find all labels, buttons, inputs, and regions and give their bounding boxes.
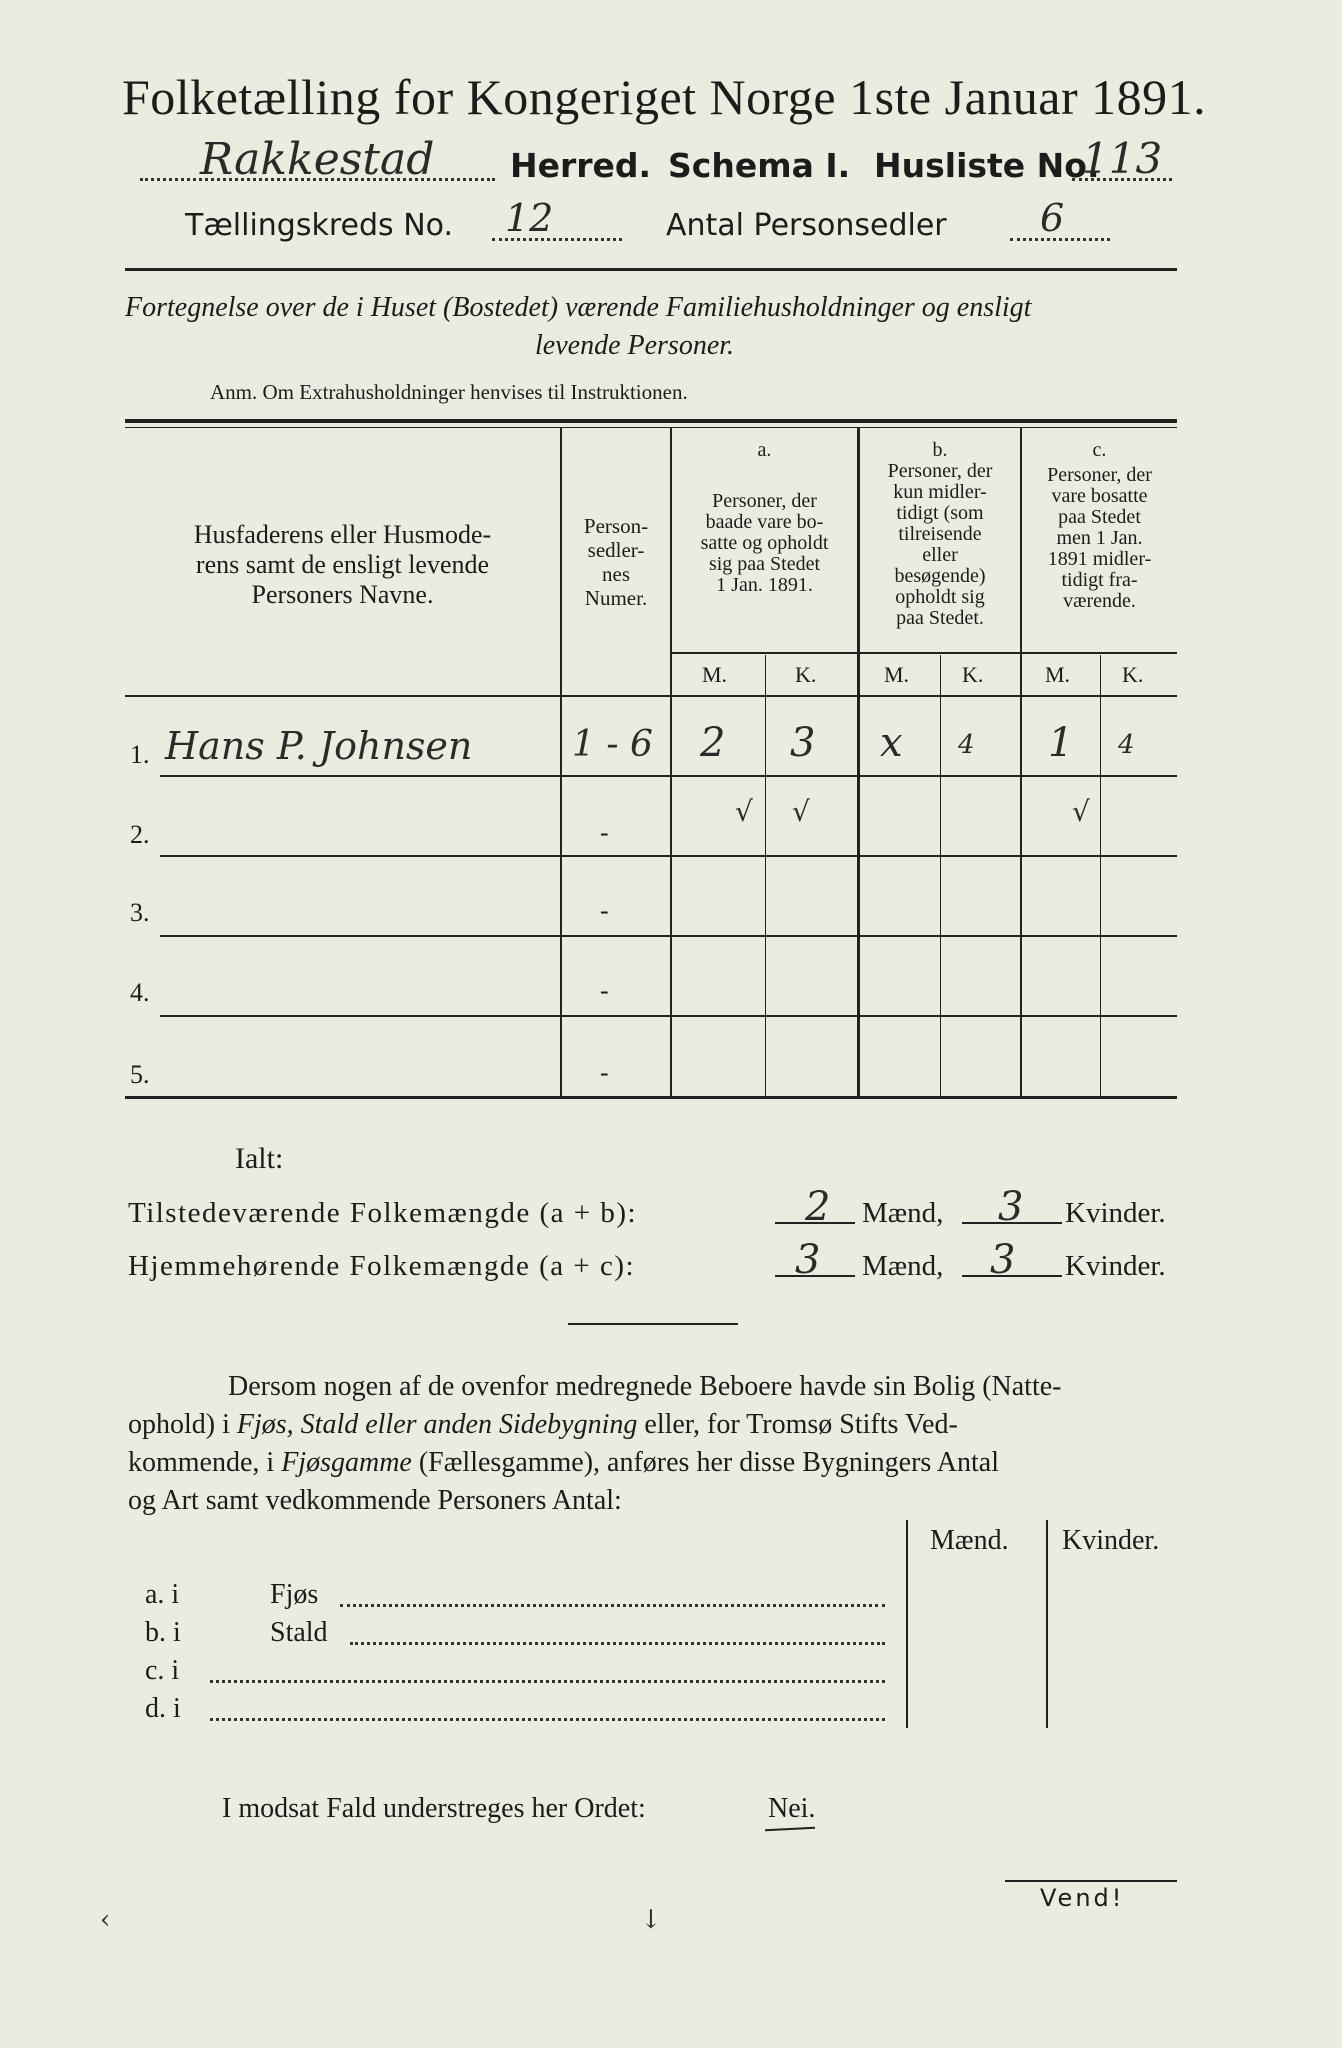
- row-sedler: -: [600, 896, 609, 925]
- form-title: Folketælling for Kongeriget Norge 1ste Januar 1891.: [122, 69, 1207, 125]
- col-b-line: tilreisende: [898, 523, 982, 545]
- col-c-line: Personer, der: [1047, 464, 1152, 486]
- col-name-header: [130, 520, 555, 610]
- col-c-line: men 1 Jan.: [1056, 527, 1143, 549]
- vend-label: Vend!: [1040, 1884, 1125, 1912]
- schema-label: Schema I.: [668, 146, 851, 185]
- row-sedler: -: [600, 976, 609, 1005]
- col-a-line: sig paa Stedet: [708, 553, 821, 575]
- col-name-line: Husfaderens eller Husmode-: [193, 520, 492, 549]
- row-c-m: 1: [1048, 720, 1074, 766]
- col-b-line: tidigt (som: [896, 502, 984, 524]
- col-num-line: Person-: [583, 514, 649, 538]
- paragraph-line3: [128, 1444, 999, 1482]
- section-divider: [568, 1323, 738, 1325]
- row-rule: [160, 775, 1177, 777]
- col-a-line: satte og opholdt: [700, 532, 829, 554]
- building-label: c. i: [145, 1655, 180, 1686]
- total-line2-m: 3: [795, 1237, 821, 1283]
- row-number: 5.: [130, 1060, 150, 1089]
- col-c-header: [1022, 440, 1177, 612]
- paragraph-text: kommende, i: [128, 1447, 282, 1478]
- header-bottom-rule: [125, 695, 1177, 697]
- a-k-label: K.: [795, 662, 817, 687]
- vend-rule: [1005, 1880, 1177, 1882]
- total-line1-m: 2: [805, 1184, 831, 1230]
- col-b-line: kun midler-: [893, 481, 987, 503]
- row-number: 1.: [130, 740, 150, 769]
- row-sedler: -: [600, 1058, 609, 1087]
- col-b-line: eller: [922, 544, 958, 566]
- col-b-letter: b.: [932, 439, 948, 461]
- total-line2-label: Hjemmehørende Folkemængde (a + c):: [128, 1250, 636, 1282]
- row-b-m: x: [880, 720, 903, 766]
- col-name-line: [130, 550, 555, 580]
- col-a-line: 1 Jan. 1891.: [716, 574, 813, 596]
- col-b-line: opholdt sig: [895, 586, 985, 608]
- row-rule: [160, 935, 1177, 937]
- building-dotline: [210, 1718, 885, 1721]
- buildings-col-kvinder: Kvinder.: [1062, 1525, 1160, 1556]
- paragraph-text: ophold) i: [128, 1409, 237, 1440]
- col-c-line: paa Stedet: [1058, 506, 1141, 528]
- table-bottom-rule: [125, 1096, 1177, 1099]
- col-c-line: tidigt fra-: [1061, 569, 1138, 591]
- col-c-letter: c.: [1092, 439, 1107, 461]
- col-c-line: 1891 midler-: [1047, 548, 1152, 570]
- paragraph-italic: Fjøsgamme: [281, 1447, 412, 1478]
- total-line1-label: Tilstedeværende Folkemængde (a + b):: [128, 1197, 638, 1229]
- building-text: Fjøs: [270, 1579, 319, 1610]
- building-dotline: [350, 1642, 885, 1645]
- row-a-k: 3: [790, 720, 816, 766]
- margin-mark-icon: ‹: [100, 1905, 111, 1935]
- margin-mark-icon: ↓: [640, 1905, 662, 1935]
- vline-bm: [940, 655, 941, 1098]
- husliste-value: 113: [1082, 134, 1163, 183]
- mk-top-rule: [672, 652, 1177, 654]
- paragraph-line1: Dersom nogen af de ovenfor medregnede Beboere havde sin Bolig (Natte-: [228, 1371, 1062, 1402]
- paragraph-text: eller, for Tromsø Stifts Ved-: [637, 1409, 958, 1440]
- row-a-k: √: [792, 795, 810, 828]
- building-label: a. i: [145, 1579, 180, 1610]
- b-k-label: K.: [962, 662, 984, 687]
- col-num-line: sedler-: [587, 538, 645, 562]
- total-line1-kvinder: Kvinder.: [1065, 1197, 1166, 1229]
- ialt-label: Ialt:: [235, 1142, 284, 1175]
- col-b-line: Personer, der: [887, 460, 993, 482]
- col-c-line: værende.: [1063, 590, 1136, 612]
- herred-value: Rakkestad: [200, 134, 435, 185]
- intro-line2: levende Personer.: [535, 330, 735, 361]
- nei-word: Nei.: [768, 1793, 816, 1824]
- paragraph-line4: og Art samt vedkommende Personers Antal:: [128, 1485, 622, 1516]
- total-line1-maend: Mænd,: [862, 1197, 944, 1229]
- col-a-line: Personer, der: [712, 490, 817, 512]
- a-m-label: M.: [702, 662, 728, 687]
- row-b-k: 4: [958, 730, 975, 760]
- buildings-vline-1: [906, 1520, 908, 1728]
- buildings-vline-2: [1046, 1520, 1048, 1728]
- building-label: d. i: [145, 1693, 181, 1724]
- modsat-text: I modsat Fald understreges her Ordet:: [222, 1793, 646, 1824]
- c-k-label: K.: [1122, 662, 1144, 687]
- kreds-label: Tællingskreds No.: [185, 208, 453, 243]
- row-name: Hans P. Johnsen: [165, 724, 473, 768]
- header-divider: [125, 268, 1177, 271]
- row-rule: [160, 1015, 1177, 1017]
- col-num-line: Numer.: [584, 586, 648, 610]
- total-line2-kvinder: Kvinder.: [1065, 1250, 1166, 1282]
- row-a-m: √: [735, 795, 753, 828]
- row-number: 4.: [130, 978, 150, 1007]
- kreds-value: 12: [505, 196, 554, 240]
- col-b-line: paa Stedet.: [896, 607, 984, 629]
- col-a-header: [672, 440, 857, 596]
- row-rule: [160, 855, 1177, 857]
- antal-label: Antal Personsedler: [666, 208, 947, 243]
- col-a-line: baade vare bo-: [705, 511, 824, 533]
- total-line2-k: 3: [990, 1237, 1016, 1283]
- col-name-text: rens samt de ensligt levende: [195, 550, 490, 579]
- row-number: 3.: [130, 898, 150, 927]
- total-line1-k: 3: [998, 1184, 1024, 1230]
- col-c-line: vare bosatte: [1051, 485, 1148, 507]
- antal-value: 6: [1040, 196, 1065, 240]
- row-a-m: 2: [700, 720, 726, 766]
- buildings-col-maend: Mænd.: [930, 1525, 1009, 1556]
- total-line2-maend: Mænd,: [862, 1250, 944, 1282]
- col-a-letter: a.: [757, 439, 772, 461]
- building-dotline: [210, 1680, 885, 1683]
- table-top-rule: [125, 419, 1177, 423]
- col-b-line: besøgende): [894, 565, 986, 587]
- vline-am: [765, 655, 766, 1098]
- paragraph-line2: [128, 1406, 958, 1444]
- b-m-label: M.: [884, 662, 910, 687]
- col-name-line: Personers Navne.: [251, 580, 434, 609]
- row-sedler: -: [600, 818, 609, 847]
- vline-cm: [1100, 655, 1101, 1098]
- paragraph-text: (Fællesgamme), anføres her disse Bygningers Antal: [411, 1447, 999, 1478]
- paragraph-italic: Fjøs, Stald eller anden Sidebygning: [236, 1409, 638, 1440]
- col-b-header: [860, 440, 1020, 629]
- col-num-header: [562, 514, 670, 610]
- c-m-label: M.: [1045, 662, 1071, 687]
- building-dotline: [340, 1604, 885, 1607]
- herred-label: Herred.: [510, 146, 652, 185]
- row-number: 2.: [130, 820, 150, 849]
- building-label: b. i: [145, 1617, 181, 1648]
- intro-line1: Fortegnelse over de i Huset (Bostedet) værende Familiehusholdninger og ensligt: [125, 292, 1032, 323]
- col-num-line: nes: [602, 562, 630, 586]
- husliste-label: Husliste No.: [874, 146, 1100, 185]
- row-c-m: √: [1072, 795, 1090, 828]
- row-sedler: 1 - 6: [572, 724, 653, 765]
- row-c-k: 4: [1118, 730, 1135, 760]
- building-text: Stald: [270, 1617, 328, 1648]
- anm-note: Anm. Om Extrahusholdninger henvises til Instruktionen.: [210, 380, 688, 404]
